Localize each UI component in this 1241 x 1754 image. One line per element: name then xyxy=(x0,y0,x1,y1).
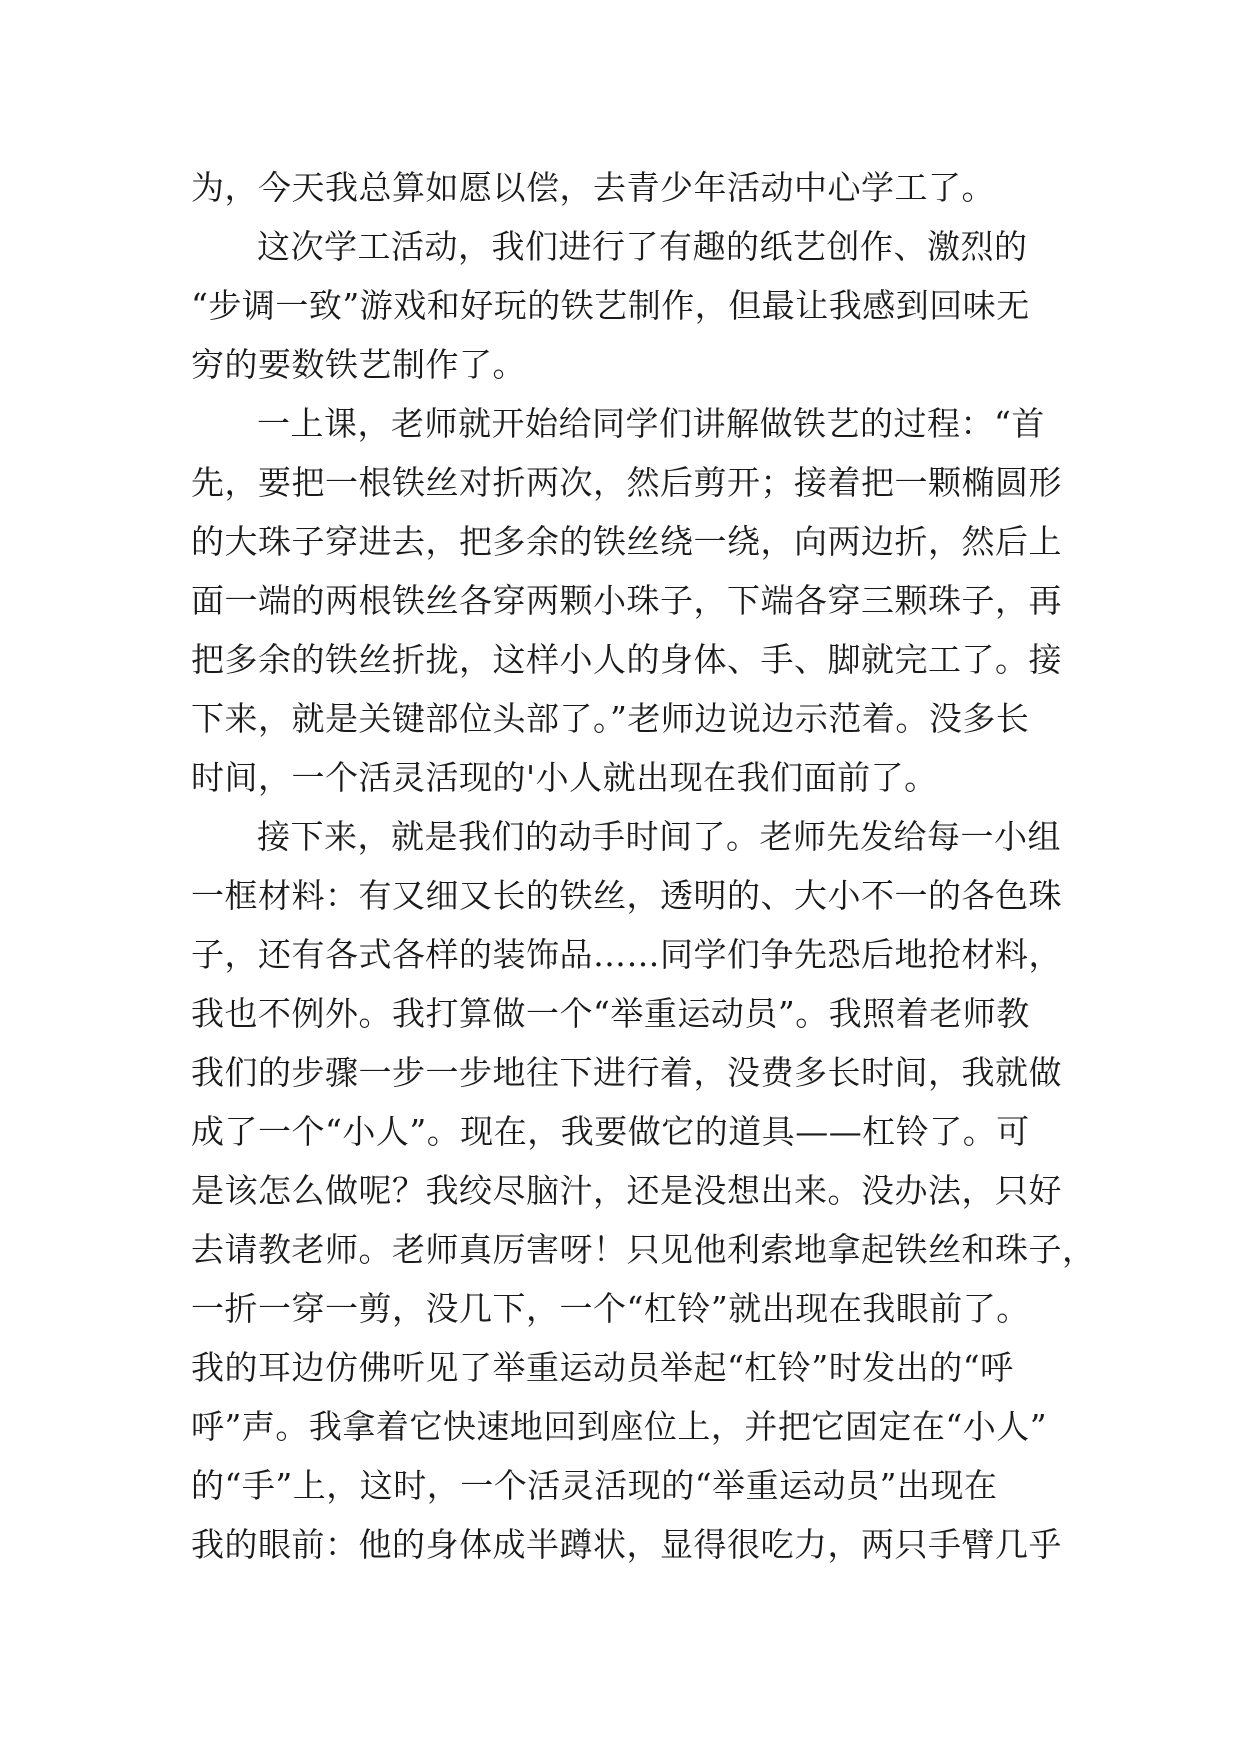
text-line: 先，要把一根铁丝对折两次，然后剪开；接着把一颗椭圆形 xyxy=(191,463,1062,502)
text-line: 子，还有各式各样的装饰品……同学们争先恐后地抢材料， xyxy=(191,935,1062,974)
text-line: 一折一穿一剪，没几下，一个“杠铃”就出现在我眼前了。 xyxy=(191,1289,1030,1328)
paragraph-first-line: 一上课，老师就开始给同学们讲解做铁艺的过程：“首 xyxy=(257,404,1045,443)
paragraph-first-line: 接下来，就是我们的动手时间了。老师先发给每一小组 xyxy=(257,817,1061,856)
text-line: 去请教老师。老师真厉害呀！只见他利索地拿起铁丝和珠子， xyxy=(191,1230,1096,1269)
text-line: 穷的要数铁艺制作了。 xyxy=(191,345,526,384)
text-line: 一框材料：有又细又长的铁丝，透明的、大小不一的各色珠 xyxy=(191,876,1062,915)
text-line: 我的眼前：他的身体成半蹲状，显得很吃力，两只手臂几乎 xyxy=(191,1525,1062,1564)
text-line: 呼”声。我拿着它快速地回到座位上，并把它固定在“小人” xyxy=(191,1407,1048,1446)
text-line: 是该怎么做呢？我绞尽脑汁，还是没想出来。没办法，只好 xyxy=(191,1171,1062,1210)
body-text xyxy=(191,158,1096,1574)
text-line: 的“手”上，这时，一个活灵活现的“举重运动员”出现在 xyxy=(191,1466,998,1505)
text-line: 成了一个“小人”。现在，我要做它的道具——杠铃了。可 xyxy=(191,1112,1030,1151)
text-line: 面一端的两根铁丝各穿两颗小珠子，下端各穿三颗珠子，再 xyxy=(191,581,1062,620)
paragraph-first-line: 这次学工活动，我们进行了有趣的纸艺创作、激烈的 xyxy=(257,227,1028,266)
text-line: “步调一致”游戏和好玩的铁艺制作，但最让我感到回味无 xyxy=(191,286,1030,325)
text-line: 下来，就是关键部位头部了。”老师边说边示范着。没多长 xyxy=(191,699,1030,738)
text-line: 时间，一个活灵活现的'小人就出现在我们面前了。 xyxy=(191,758,938,797)
text-line: 把多余的铁丝折拢，这样小人的身体、手、脚就完工了。接 xyxy=(191,640,1062,679)
text-line: 我们的步骤一步一步地往下进行着，没费多长时间，我就做 xyxy=(191,1053,1062,1092)
text-line: 我也不例外。我打算做一个“举重运动员”。我照着老师教 xyxy=(191,994,1030,1033)
text-line: 为，今天我总算如愿以偿，去青少年活动中心学工了。 xyxy=(191,168,995,207)
text-line: 的大珠子穿进去，把多余的铁丝绕一绕，向两边折，然后上 xyxy=(191,522,1062,561)
text-line: 我的耳边仿佛听见了举重运动员举起“杠铃”时发出的“呼 xyxy=(191,1348,1014,1387)
